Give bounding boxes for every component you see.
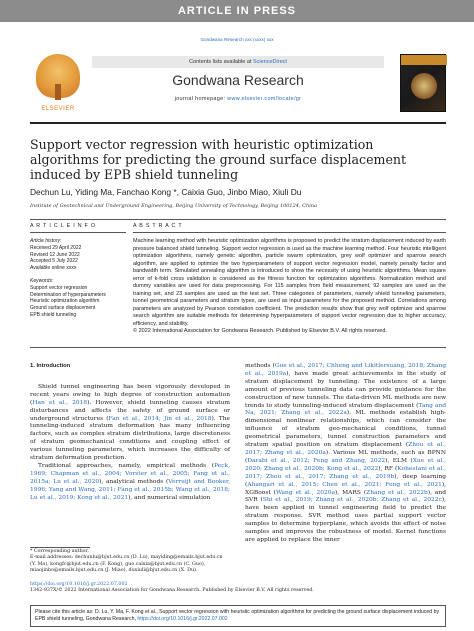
history-label: Article history: bbox=[30, 238, 62, 244]
body-column-right bbox=[245, 363, 446, 545]
article-in-press-banner: ARTICLE IN PRESS bbox=[0, 0, 474, 22]
article-info-heading: A R T I C L E I N F O bbox=[30, 223, 96, 229]
abstract bbox=[133, 238, 446, 336]
paragraph: Traditional approaches, namely, empirical methods (Peck, 1969; Chapman et al., 2004; Vorster et al., 2005; Fang et al., 2015a; Lu et al., 2020), analytical methods (Verruijt and Booker, 1996; Yang and Wang, 2011; Fang et al., 2015b; Wang et al., 2018; Lu et al., 2019; Kong et al., 2021), and numerical simulation bbox=[30, 462, 231, 501]
keyword: Ground surface displacement bbox=[30, 305, 96, 312]
citation-link[interactable]: Tang and Na, 2021; Zhang et al., 2022a bbox=[245, 402, 447, 417]
citation-link[interactable]: Zhang et al., 2022b bbox=[366, 489, 428, 496]
citation-link[interactable]: Ahangari et al., 2015; Chen et al., 2021; Feng et al., 2021 bbox=[247, 481, 442, 488]
citation-link[interactable]: Zhou et al., 2017; Zhang et al., 2020a bbox=[245, 442, 447, 456]
body-column-left bbox=[30, 363, 230, 503]
author-list: Dechun Lu, Yiding Ma, Fanchao Kong *, Caixia Guo, Jinbo Miao, Xiuli Du bbox=[30, 187, 302, 197]
journal-homepage: journal homepage: www.elsevier.com/locate/gr bbox=[174, 96, 302, 102]
citation-link[interactable]: Han et al., 2018 bbox=[32, 399, 88, 406]
history-item: Revised 12 June 2022 bbox=[30, 251, 80, 258]
paragraph: Shield tunnel engineering has been vigorously developed in recent years owing to high degree of construction automation (Han et al., 2018). However, shield tunneling causes stratum disturbances and affects the safety of ground surface or underground structures (Fan et al., 2014; Jin et al., 2018). The tunneling-induced stratum deformation has many influencing factors, such as complex stratum distributions, large discreteness of stratum geomechanical conditions and coupling effect of various tunneling parameters, which increases the difficulty of stratum deformation prediction. bbox=[30, 383, 231, 462]
elsevier-logo[interactable] bbox=[30, 54, 86, 112]
citation-link[interactable]: Gue et al., 2017; Chheng and Likitlersuang, 2018; Zhang et al., 2019a bbox=[245, 363, 446, 377]
keywords-label: Keywords: bbox=[30, 277, 54, 284]
citation-link[interactable]: Xue et al., 2020; Zhang et al., 2020b; Kong et al., 2022 bbox=[245, 457, 446, 472]
history-item: Received 29 April 2022 bbox=[30, 244, 82, 251]
affiliation: Institute of Geotechnical and Underground Engineering, Beijing University of Technology, Beijing 100124, China bbox=[30, 203, 317, 209]
email-addresses: E-mail addresses: dechunlu@bjut.edu.cn (D. Lu), mayiding@emails.bjut.edu.cn (Y. Ma), kongfc@bjut.edu.cn (F. Kong), guo.caixia@bjut.edu.cn (C. Guo), miaojinbo@emails.bjut.edu.cn (J. Miao), duxiuli@bjut.edu.cn (X. Du). bbox=[30, 555, 223, 574]
article-title: Support vector regression with heuristic optimization algorithms for predicting the ground surface displacement induced by EPB shield tunneling bbox=[30, 137, 407, 182]
keyword: EPB shield tunneling bbox=[30, 311, 77, 318]
homepage-link[interactable]: www.elsevier.com/locate/gr bbox=[227, 96, 302, 102]
abstract-copyright: © 2022 International Association for Gondwana Research. Published by Elsevier B.V. All rights reserved. bbox=[133, 328, 387, 334]
citation-link[interactable]: Darabi et al., 2012; Feng and Zhang, 2022 bbox=[247, 457, 386, 464]
doi-link[interactable]: https://doi.org/10.1016/j.gr.2022.07.002 bbox=[30, 582, 128, 587]
citation-link[interactable]: Shi et al., 2019; Zhang et al., 2020b; Zhang et al., 2022c bbox=[262, 497, 442, 504]
footnote bbox=[30, 549, 230, 575]
citation-box: Please cite this article as: D. Lu, Y. Ma, F. Kong et al., Support vector regression with heuristic optimization algorithms for predicting the ground surface displacement induced by EPB shield tunneling, Gondwana Research, https://doi.org/10.1016/j.gr.2022.07.002 bbox=[30, 605, 446, 627]
abstract-text: Machine learning method with heuristic optimization algorithms is proposed to predict the stratum displacement induced by earth pressure balanced shield tunneling. Support vector regression is used as the machine learning method. Four heuristic intelligent optimization algorithms, namely genetic algorithm, particle swarm optimization, grey wolf optimizer and sparrow search algorithm, are applied to optimize the two hyperparameters of support vector regression model, namely penalty factor and bandwidth term. Simulated annealing algorithm is introduced to show the necessity of using heuristic algorithms. Mean square error of k-fold cross validation is considered as the fitness function for optimization algorithms. Normalization method and dummy variables are used for data preprocessing. For 115 samples from field measurement, 92 samples are used as the training set, and 23 samples are used as the test set. Three categories of parameters, namely shield tunneling parameters, tunnel geometrical parameters and stratum types, are used as input parameters for the proposed method. Correlations among parameters are analyzed by Pearson correlation coefficient. The prediction results show that grey wolf optimizer and sparrow search algorithm are suitable methods for determining hyperparameters of support vector regression due to higher accuracy, efficiency, and stability. bbox=[133, 238, 446, 327]
elsevier-wordmark: ELSEVIER bbox=[41, 106, 75, 112]
issn-copyright: 1342-937X/© 2022 International Association for Gondwana Research. Published by Elsevier B.V. All rights reserved. bbox=[30, 588, 314, 594]
contents-line: Contents lists available at ScienceDirect bbox=[92, 56, 384, 68]
paragraph: methods (Gue et al., 2017; Chheng and Likitlersuang, 2018; Zhang et al., 2019a), have made great achievements in the study of stratum displacement by tunneling. The existence of a large amount of previous tunneling data can provide guidance for the construction of new tunnels. The data-driven ML methods are new trends to study tunneling-induced stratum displacement (Tang and Na, 2021; Zhang et al., 2022a). ML methods establish high-dimensional nonlinear relationships, which can consider the influence of stratum geo-mechanical conditions, tunnel geometrical parameters, tunnel construction parameters and stratum spatial position on stratum displacement (Zhou et al., 2017; Zhang et al., 2020a). Various ML methods, such as BPNN (Darabi et al., 2012; Feng and Zhang, 2022), ELM (Xue et al., 2020; Zhang et al., 2020b; Kong et al., 2022), RF (Kohestani et al., 2017; Zhou et al., 2017; Zhang et al., 2019b), deep learning (Ahangari et al., 2015; Chen et al., 2021; Feng et al., 2021), XGBoost (Wang et al., 2020a), MARS (Zhang et al., 2022b), and SVR (Shi et al., 2019; Zhang et al., 2020b; Zhang et al., 2022c), have been applied in tunnel engineering field to predict the stratum response. SVR method uses partial support vector samples to determine hyperplane, which avoids the effect of noise samples and improves the robustness of model. Kernel functions are applied to replace the inner bbox=[245, 363, 447, 543]
citation-link[interactable]: Fan et al., 2014; Jin et al., 2018 bbox=[108, 415, 212, 422]
citation-link[interactable]: Verruijt and Booker, 1996; Yang and Wang, 2011; Fang et al., 2015b; Wang et al., 2018; Lu et al., 2019; Kong et al., 2021 bbox=[30, 478, 231, 501]
citation-link[interactable]: Kohestani et al., 2017; Zhou et al., 2017; Zhang et al., 2019b bbox=[245, 465, 446, 480]
keyword: Support vector regression bbox=[30, 284, 88, 291]
footnote-divider bbox=[30, 547, 90, 548]
abstract-heading: A B S T R A C T bbox=[133, 223, 183, 229]
journal-reference[interactable]: Gondwana Research xxx (xxxx) xxx bbox=[200, 37, 274, 42]
info-divider-top bbox=[30, 219, 446, 220]
sciencedirect-link[interactable]: ScienceDirect bbox=[252, 59, 287, 65]
doi-block bbox=[30, 582, 330, 595]
info-divider-bottom bbox=[30, 347, 446, 348]
journal-header bbox=[30, 50, 446, 116]
journal-name: Gondwana Research bbox=[172, 72, 304, 88]
keyword: Heuristic optimization algorithm bbox=[30, 298, 100, 305]
journal-cover-image[interactable] bbox=[400, 54, 446, 112]
history-item: Accepted 5 July 2022 bbox=[30, 258, 78, 265]
history-item: Available online xxxx bbox=[30, 265, 77, 272]
header-divider bbox=[30, 122, 446, 124]
citation-link[interactable]: Peck, 1969; Chapman et al., 2004; Vorster et al., 2005; Fang et al., 2015a; Lu et al., 2020 bbox=[30, 462, 230, 485]
citation-doi-link[interactable]: https://doi.org/10.1016/j.gr.2022.07.002 bbox=[137, 616, 228, 622]
article-info bbox=[30, 238, 126, 319]
keyword: Determination of hyperparameters bbox=[30, 291, 106, 298]
citation-link[interactable]: Wang et al., 2020a bbox=[275, 489, 335, 496]
section-heading: 1. Introduction bbox=[30, 363, 71, 369]
journal-masthead bbox=[92, 50, 384, 116]
corresponding-author-note: * Corresponding author. bbox=[30, 549, 89, 554]
